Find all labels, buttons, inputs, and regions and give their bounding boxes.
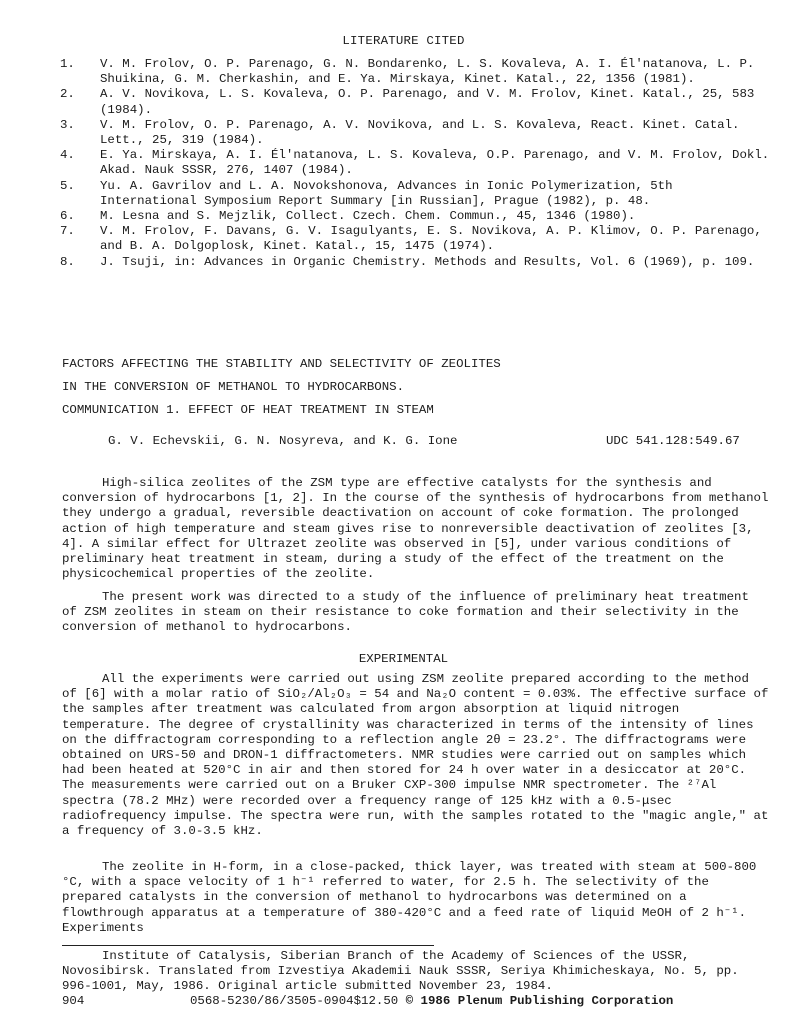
article-code: 0568-5230/86/3505-0904$12.50 [190, 994, 399, 1008]
reference-number: 7. [60, 224, 75, 239]
experimental-paragraph-2 [62, 860, 770, 936]
experimental-paragraph-1 [62, 672, 770, 839]
reference-item [60, 209, 770, 224]
author-list: G. V. Echevskii, G. N. Nosyreva, and K. G. Ione [108, 434, 458, 448]
reference-list [60, 57, 770, 270]
article-subtitle: COMMUNICATION 1. EFFECT OF HEAT TREATMENT IN STEAM [62, 403, 434, 417]
paragraph-text: The present work was directed to a study of the influence of preliminary heat treatment of ZSM zeolites in steam on their resistance to coke formation and their selectivity in the conversion of methanol to hydrocarbons. [62, 590, 749, 635]
reference-number: 3. [60, 117, 75, 132]
footnote-divider [62, 945, 434, 946]
reference-text: V. M. Frolov, O. P. Parenago, A. V. Novikova, and L. S. Kovaleva, React. Kinet. Catal. Lett., 25, 319 (1984). [100, 117, 740, 148]
publication-line [190, 994, 750, 1009]
reference-number: 4. [60, 148, 75, 163]
reference-text: E. Ya. Mirskaya, A. I. Él'natanova, L. S. Kovaleva, O.P. Parenago, and V. M. Frolov, Dokl. Akad. Nauk SSSR, 276, 1407 (1984). [100, 148, 770, 178]
reference-text: Yu. A. Gavrilov and L. A. Novokshonova, Advances in Ionic Polymerization, 5th International Symposium Report Summary [in Russian], Prague (1982), p. 48. [100, 178, 673, 208]
reference-number: 2. [60, 87, 75, 102]
footnote-text: Institute of Catalysis, Siberian Branch of the Academy of Sciences of the USSR, Novosibirsk. Translated from Izvestiya Akademii Nauk SSSR, Seriya Khimicheskaya, No. 5, pp. 996-1001, May, 1986. Original article submitted November 23, 1984. [62, 949, 739, 994]
reference-item [60, 255, 770, 270]
reference-number: 6. [60, 209, 75, 224]
copyright-notice: © 1986 Plenum Publishing Corporation [405, 994, 674, 1008]
reference-number: 1. [60, 57, 75, 71]
reference-text: V. M. Frolov, O. P. Parenago, G. N. Bondarenko, L. S. Kovaleva, A. I. Él'natanova, L. P. Shuikina, G. M. Cherkashin, and E. Ya. Mirskaya, Kinet. Katal., 22, 1356 (1981). [100, 57, 755, 87]
reference-text: A. V. Novikova, L. S. Kovaleva, O. P. Parenago, and V. M. Frolov, Kinet. Katal., 25, 583 (1984). [100, 87, 755, 117]
literature-cited-heading: LITERATURE CITED [342, 34, 465, 48]
reference-item [60, 224, 770, 254]
reference-item [60, 148, 770, 178]
article-title-line-2: IN THE CONVERSION OF METHANOL TO HYDROCARBONS. [62, 380, 405, 394]
article-title-line-1: FACTORS AFFECTING THE STABILITY AND SELECTIVITY OF ZEOLITES [62, 357, 501, 371]
reference-text: J. Tsuji, in: Advances in Organic Chemistry. Methods and Results, Vol. 6 (1969), p. 109. [100, 254, 755, 269]
reference-item [60, 179, 770, 209]
intro-paragraph-1 [62, 476, 770, 582]
reference-number: 5. [60, 178, 75, 193]
paragraph-text: All the experiments were carried out using ZSM zeolite prepared according to the method of [6] with a molar ratio of SiO₂/Al₂O₃ = 54 and Na₂O content = 0.03%. The effective surface of the samples after treatment was calculated from argon absorption at liquid nitrogen temperature. The degree of crystallinity was characterized in terms of the intensity of lines on the diffractogram corresponding to a reflection angle 2θ = 23.2°. The diffractograms were obtained on URS-50 and DRON-1 diffractometers. NMR studies were carried out on samples which had been heated at 520°C in air and then stored for 24 h over water in a desiccator at 20°C. The measurements were carried out on a Bruker CXP-300 impulse NMR spectrometer. The ²⁷Al spectra (78.2 MHz) were recorded over a frequency range of 125 kHz with a 0.5-μsec radiofrequency impulse. The spectra were run, with the samples rotated to the "magic angle," at a frequency of 3.0-3.5 kHz. [62, 672, 769, 839]
reference-item [60, 87, 770, 117]
footnote [62, 949, 770, 995]
reference-text: V. M. Frolov, F. Davans, G. V. Isagulyants, E. S. Novikova, A. P. Klimov, O. P. Parenago, and B. A. Dolgoplosk, Kinet. Katal., 15, 1475 (1974). [100, 224, 762, 254]
section-heading: EXPERIMENTAL [358, 652, 449, 666]
reference-number: 8. [60, 254, 75, 269]
intro-paragraph-2 [62, 590, 770, 636]
paragraph-text: High-silica zeolites of the ZSM type are effective catalysts for the synthesis and conversion of hydrocarbons [1, 2]. In the course of the synthesis of hydrocarbons from methanol they undergo a gradual, reversible deactivation on account of coke formation. The prolonged action of high temperature and steam gives rise to nonreversible deactivation of zeolites [3, 4]. A similar effect for Ultrazet zeolite was observed in [5], under various conditions of preliminary heat treatment in steam, during a study of the effect of the treatment on the physicochemical properties of the zeolite. [62, 476, 769, 582]
reference-text: M. Lesna and S. Mejzlik, Collect. Czech. Chem. Commun., 45, 1346 (1980). [100, 209, 636, 224]
reference-item [60, 118, 770, 148]
udc-code: UDC 541.128:549.67 [606, 434, 740, 448]
paragraph-text: The zeolite in H-form, in a close-packed, thick layer, was treated with steam at 500-800 °C, with a space velocity of 1 h⁻¹ referred to water, for 2.5 h. The selectivity of the prepared catalysts in the conversion of methanol to hydrocarbons was determined on a flowthrough apparatus at a temperature of 380-420°C and a feed rate of liquid MeOH of 2 h⁻¹. Experiments [62, 860, 757, 935]
page-number: 904 [62, 994, 85, 1008]
reference-item [60, 57, 770, 87]
